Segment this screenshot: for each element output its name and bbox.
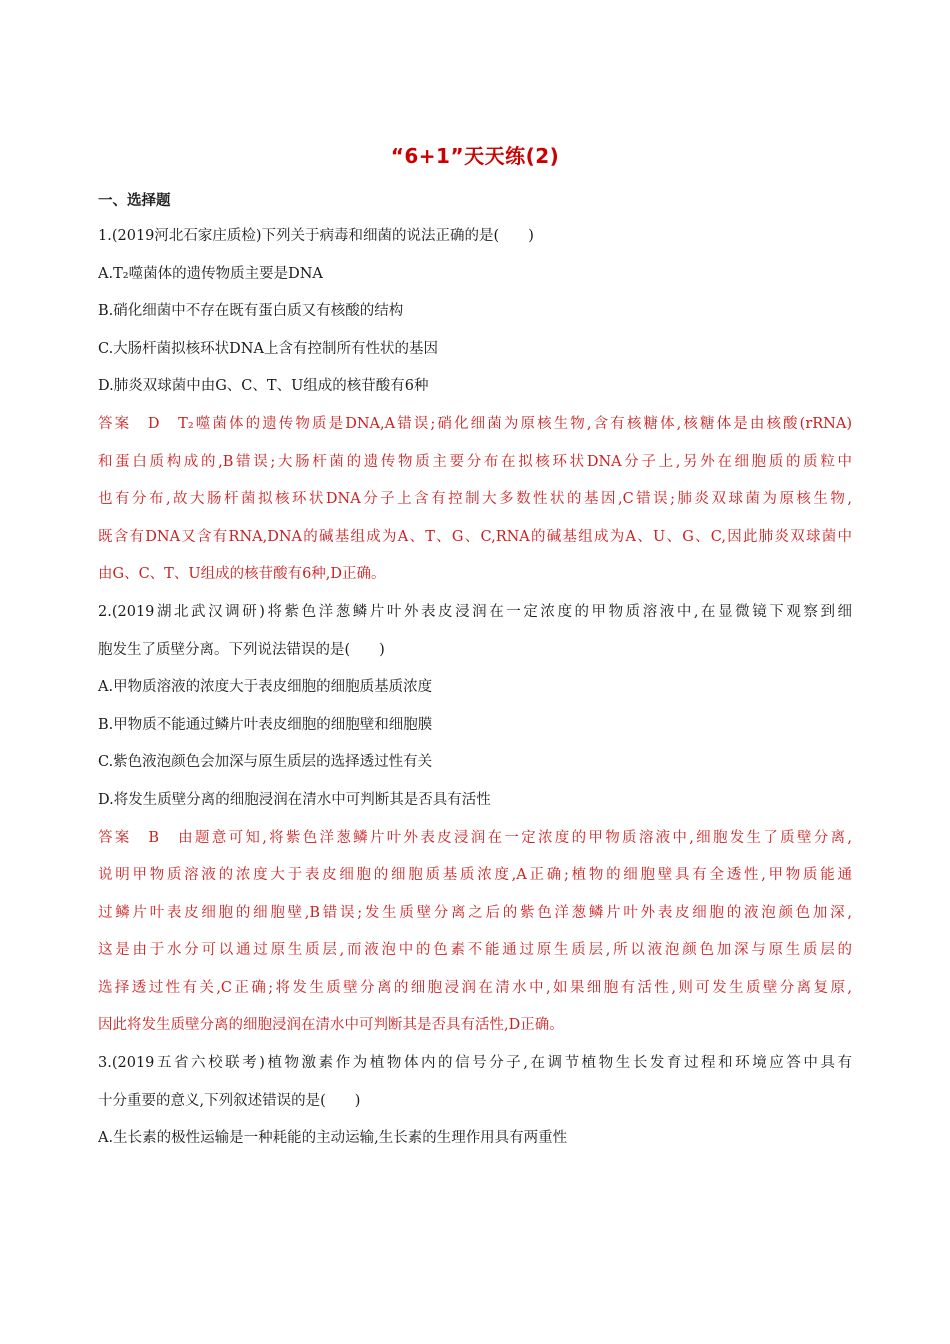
question-3-option-a: A.生长素的极性运输是一种耗能的主动运输,生长素的生理作用具有两重性 bbox=[98, 1130, 568, 1147]
answer-line: 过鳞片叶表皮细胞的细胞壁,B错误;发生质壁分离之后的紫色洋葱鳞片叶外表皮细胞的液泡颜色加深, bbox=[98, 904, 852, 921]
question-2-option-a: A.甲物质溶液的浓度大于表皮细胞的细胞质基质浓度 bbox=[98, 679, 433, 696]
question-1-stem: 1.(2019河北石家庄质检)下列关于病毒和细菌的说法正确的是( ) bbox=[98, 228, 534, 244]
answer-line: 说明甲物质溶液的浓度大于表皮细胞的细胞质基质浓度,A正确;植物的细胞壁具有全透性,甲物质能通 bbox=[98, 867, 852, 884]
answer-line: 答案 D T₂噬菌体的遗传物质是DNA,A错误;硝化细菌为原核生物,含有核糖体,核糖体是由核酸(rRNA) bbox=[98, 415, 852, 432]
question-2-option-b: B.甲物质不能通过鳞片叶表皮细胞的细胞壁和细胞膜 bbox=[98, 716, 433, 733]
answer-line: 也有分布,故大肠杆菌拟核环状DNA分子上含有控制大多数性状的基因,C错误;肺炎双球菌为原核生物, bbox=[98, 491, 852, 508]
question-2-answer bbox=[98, 820, 852, 1046]
question-3 bbox=[98, 1045, 852, 1158]
question-1-answer bbox=[98, 406, 852, 594]
question-1-option-c: C.大肠杆菌拟核环状DNA上含有控制所有性状的基因 bbox=[98, 340, 438, 357]
question-2-option-d: D.将发生质壁分离的细胞浸润在清水中可判断其是否具有活性 bbox=[98, 791, 491, 808]
answer-line: 这是由于水分可以通过原生质层,而液泡中的色素不能通过原生质层,所以液泡颜色加深与原生质层的 bbox=[98, 942, 852, 959]
answer-line: 由G、C、T、U组成的核苷酸有6种,D正确。 bbox=[98, 566, 386, 583]
answer-line: 选择透过性有关,C正确;将发生质壁分离的细胞浸润在清水中,如果细胞有活性,则可发生质壁分离复原, bbox=[98, 979, 852, 996]
question-3-stem: 3.(2019五省六校联考)植物激素作为植物体内的信号分子,在调节植物生长发育过程和环境应答中具有 bbox=[98, 1055, 852, 1072]
question-1-option-b: B.硝化细菌中不存在既有蛋白质又有核酸的结构 bbox=[98, 303, 404, 320]
answer-line: 答案 B 由题意可知,将紫色洋葱鳞片叶外表皮浸润在一定浓度的甲物质溶液中,细胞发生了质壁分离, bbox=[98, 829, 852, 846]
page-title: “6+1”天天练(2) bbox=[390, 144, 560, 168]
question-1-option-a: A.T₂噬菌体的遗传物质主要是DNA bbox=[98, 265, 323, 282]
answer-line: 既含有DNA又含有RNA,DNA的碱基组成为A、T、G、C,RNA的碱基组成为A、U、G、C,因此肺炎双球菌中 bbox=[98, 528, 852, 545]
section-heading: 一、选择题 bbox=[98, 193, 171, 209]
question-1 bbox=[98, 218, 852, 594]
document-body bbox=[98, 188, 852, 1158]
question-2-stem: 胞发生了质壁分离。下列说法错误的是( ) bbox=[98, 641, 385, 658]
question-2-option-c: C.紫色液泡颜色会加深与原生质层的选择透过性有关 bbox=[98, 754, 433, 771]
answer-line: 和蛋白质构成的,B错误;大肠杆菌的遗传物质主要分布在拟核环状DNA分子上,另外在细胞质的质粒中 bbox=[98, 453, 852, 470]
answer-line: 因此将发生质壁分离的细胞浸润在清水中可判断其是否具有活性,D正确。 bbox=[98, 1017, 564, 1034]
question-2 bbox=[98, 594, 852, 1045]
question-1-option-d: D.肺炎双球菌中由G、C、T、U组成的核苷酸有6种 bbox=[98, 378, 429, 395]
question-2-stem: 2.(2019湖北武汉调研)将紫色洋葱鳞片叶外表皮浸润在一定浓度的甲物质溶液中,在显微镜下观察到细 bbox=[98, 603, 852, 620]
question-3-stem: 十分重要的意义,下列叙述错误的是( ) bbox=[98, 1092, 361, 1109]
